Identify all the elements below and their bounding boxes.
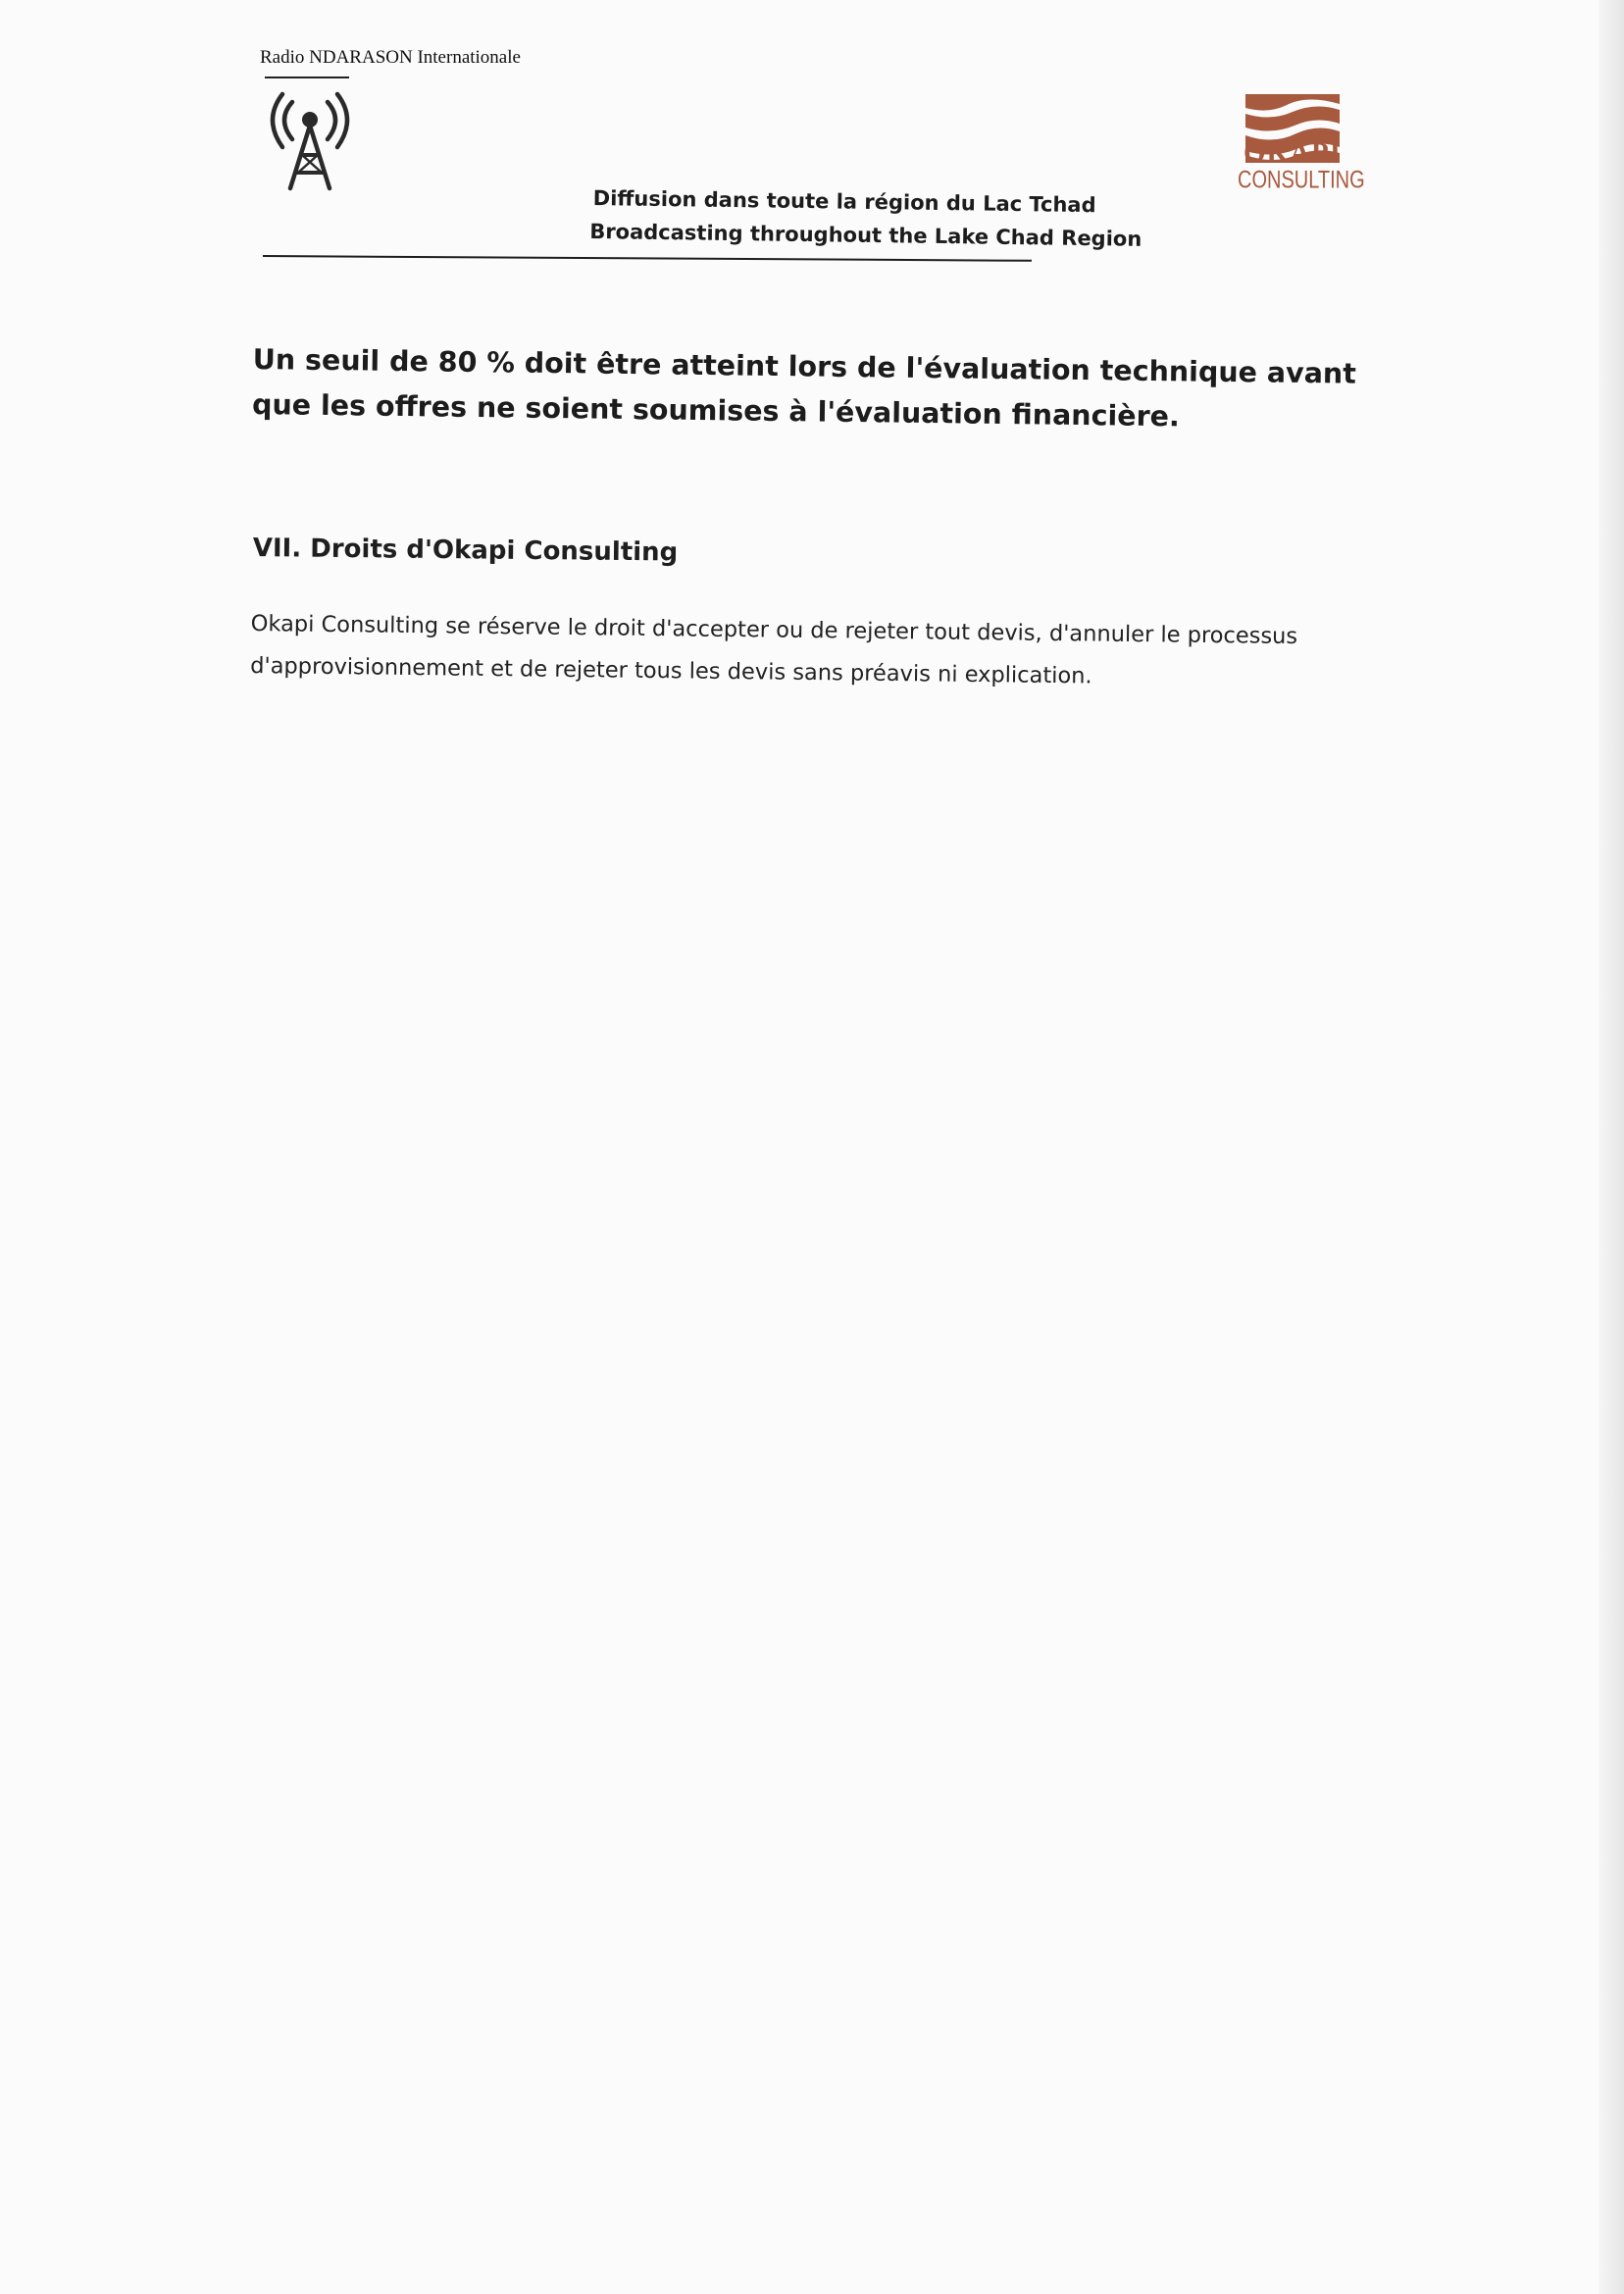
- broadcast-tagline: [589, 181, 1142, 256]
- section-paragraph: Okapi Consulting se réserve le droit d'accepter ou de rejeter tout devis, d'annuler le processus d'approvisionnement et de rejeter tous les devis sans préavis ni explication.: [250, 610, 1298, 688]
- header-divider: [263, 255, 1032, 262]
- radio-name-underline: [265, 76, 349, 78]
- radio-tower-icon: [267, 90, 357, 192]
- radio-name: Radio NDARASON Internationale: [260, 47, 521, 68]
- okapi-logo-name: OKAPI: [1243, 137, 1343, 169]
- scan-page-edge: [1599, 0, 1624, 2294]
- section-title: VII. Droits d'Okapi Consulting: [252, 533, 679, 568]
- broadcast-tagline-en: Broadcasting throughout the Lake Chad Region: [589, 219, 1142, 251]
- broadcast-tagline-fr: Diffusion dans toute la région du Lac Tchad: [592, 185, 1096, 218]
- threshold-paragraph: Un seuil de 80 % doit être atteint lors de l'évaluation technique avant que les offres ne soient soumises à l'évaluation financière.: [251, 342, 1357, 433]
- okapi-logo-subtitle: CONSULTING: [1238, 167, 1365, 194]
